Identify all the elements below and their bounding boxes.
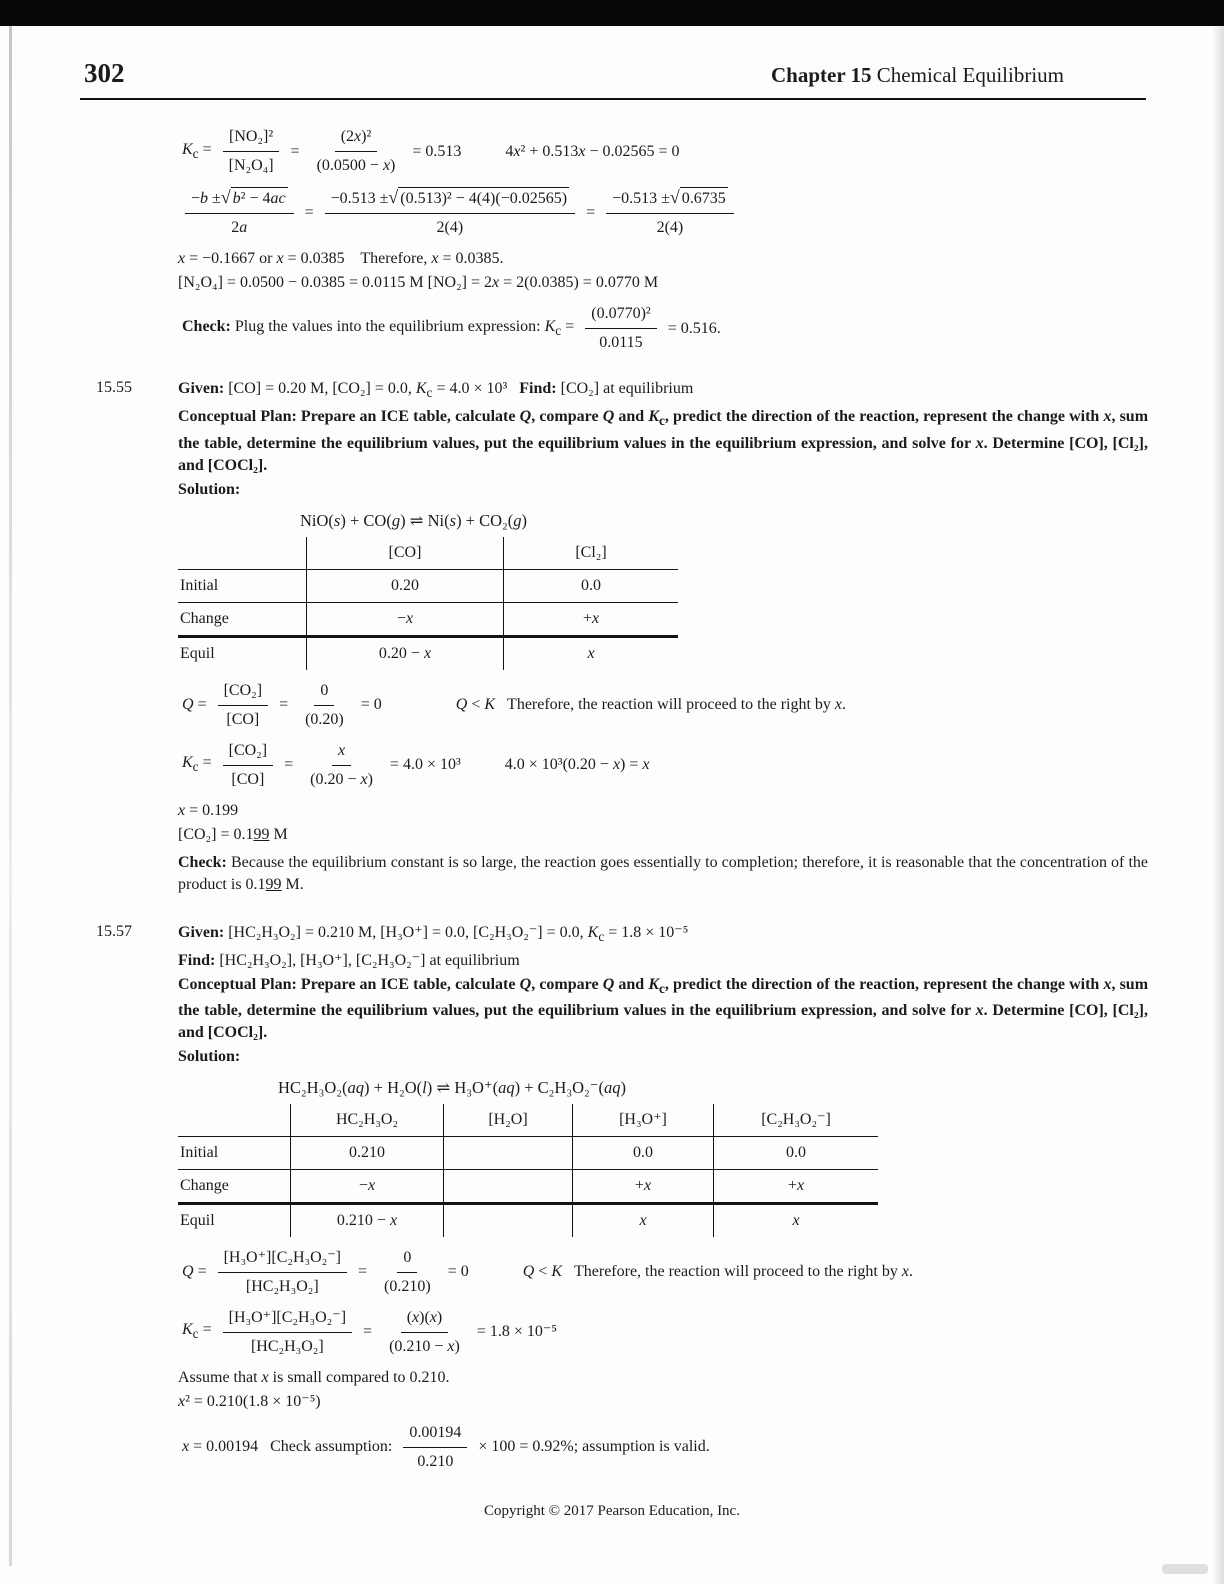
ice-header-cell: [H₂O] bbox=[444, 1104, 573, 1137]
ice-cell: −x bbox=[291, 1169, 444, 1203]
equilibrium-concentrations-line: [N₂O₄] = 0.0500 − 0.0385 = 0.0115 M [NO₂] = 2x = 2(0.0385) = 0.0770 M bbox=[178, 274, 659, 292]
fraction-denominator: 0.0115 bbox=[599, 334, 643, 352]
math-text: $K_c$ = bbox=[182, 753, 212, 775]
math-text: = 0.513 bbox=[412, 142, 462, 160]
equation-check-assumption bbox=[178, 1422, 1148, 1473]
given-line: Given: [HC₂H₃O₂] = 0.210 M, [H₃O⁺] = 0.0, [C₂H₃O₂⁻] = 0.0, $K_c = 1.8 \times 10^{-5}$ bbox=[178, 923, 689, 944]
fraction-numerator: (0.0770)² bbox=[585, 303, 656, 329]
fraction-denominator: 2(4) bbox=[436, 219, 464, 237]
check-text: Check: Plug the values into the equilibrium expression: $K_c$ = bbox=[182, 317, 575, 338]
fraction-numerator: [CO₂] bbox=[223, 740, 273, 766]
ice-row-label: Equil bbox=[180, 1211, 215, 1229]
math-text: −0.513 ± bbox=[612, 190, 670, 208]
assumption-line: Assume that x is small compared to 0.210. bbox=[178, 1368, 450, 1386]
problem-15-57 bbox=[96, 920, 1148, 1482]
math-text: = 0 bbox=[447, 1263, 469, 1281]
radicand: 0.6735 bbox=[680, 187, 728, 210]
fraction-numerator: x bbox=[332, 740, 351, 766]
ice-cell: +x bbox=[714, 1169, 879, 1203]
ice-header-cell: HC₂H₃O₂ bbox=[291, 1104, 444, 1137]
ice-row-change bbox=[178, 602, 678, 636]
solution-label: Solution: bbox=[178, 1047, 241, 1065]
ice-cell bbox=[444, 1203, 573, 1237]
fraction-denominator: [CO] bbox=[231, 770, 265, 788]
problem-number: 15.57 bbox=[96, 922, 132, 940]
ice-cell: +x bbox=[573, 1169, 714, 1203]
radical-sign-icon: √ bbox=[669, 187, 680, 208]
math-text: $K_c$ = bbox=[182, 140, 212, 161]
equals-sign: = bbox=[279, 696, 289, 714]
ice-cell: 0.0 bbox=[714, 1136, 879, 1169]
problem-15-55 bbox=[96, 376, 1148, 897]
math-text: Q = bbox=[182, 696, 207, 714]
ice-row-initial bbox=[178, 1136, 878, 1169]
equals-sign: = bbox=[363, 1323, 373, 1341]
fraction-denominator: (0.210 − x) bbox=[389, 1337, 460, 1355]
fraction bbox=[299, 680, 350, 731]
fraction bbox=[304, 740, 379, 791]
fraction-numerator: ( x )( x ) bbox=[401, 1307, 449, 1333]
reaction-equation: NiO(s) + CO(g) ⇌ Ni(s) + CO₂(g) bbox=[300, 510, 528, 530]
fraction bbox=[218, 680, 268, 731]
equation-kc bbox=[178, 740, 1148, 791]
ice-cell bbox=[444, 1136, 573, 1169]
ice-header-empty bbox=[178, 1104, 291, 1137]
math-text: −0.513 ± bbox=[330, 190, 389, 208]
fraction-numerator bbox=[606, 186, 734, 214]
co2-result-line: [CO₂] = 0.199 M bbox=[178, 825, 288, 843]
equals-sign: = bbox=[586, 203, 596, 221]
fraction bbox=[606, 186, 734, 239]
ice-table bbox=[178, 1104, 878, 1237]
math-text: 4.0 × 10³(0.20 − x) = x bbox=[504, 756, 650, 774]
x-result-line: x = 0.199 bbox=[178, 801, 239, 819]
fraction-numerator: [CO₂] bbox=[218, 680, 268, 706]
ice-header-empty bbox=[178, 537, 307, 570]
fraction bbox=[585, 303, 656, 354]
fraction-denominator: 2a bbox=[231, 219, 248, 237]
check-equation bbox=[178, 303, 1148, 354]
fraction-denominator: 0.210 bbox=[417, 1452, 454, 1470]
fraction-denominator: (0.0500 − x) bbox=[316, 157, 396, 175]
page-header bbox=[84, 58, 1064, 89]
radicand: b² − 4ac bbox=[231, 187, 288, 210]
fraction bbox=[185, 186, 294, 239]
fraction-numerator: 0 bbox=[397, 1247, 417, 1273]
ice-cell: x bbox=[714, 1203, 879, 1237]
fraction-denominator: (0.210) bbox=[384, 1277, 431, 1295]
fraction-denominator: (0.20 − x) bbox=[310, 770, 373, 788]
ice-table bbox=[178, 537, 678, 670]
copyright-footer: Copyright © 2017 Pearson Education, Inc. bbox=[484, 1503, 740, 1519]
solution-roots-line: x = −0.1667 or x = 0.0385 Therefore, x = 0.0385. bbox=[178, 250, 504, 268]
scan-artifact-left-edge bbox=[9, 26, 12, 1566]
math-text: $K_c$ = bbox=[182, 1321, 212, 1342]
radical-sign-icon: √ bbox=[220, 187, 231, 208]
equals-sign: = bbox=[358, 1263, 368, 1281]
ice-cell: 0.210 − x bbox=[291, 1203, 444, 1237]
ice-header-row bbox=[178, 1104, 878, 1137]
ice-header-cell: [Cl₂] bbox=[504, 537, 679, 570]
ice-header-cell: [CO] bbox=[307, 537, 504, 570]
equation-q bbox=[178, 1247, 1148, 1298]
header-rule bbox=[80, 98, 1146, 100]
fraction-denominator: [HC₂H₃O₂] bbox=[250, 1337, 324, 1355]
square-root bbox=[221, 186, 288, 210]
math-text: 4x² + 0.513x − 0.02565 = 0 bbox=[505, 142, 680, 160]
q-comparison-comment: Q < K Therefore, the reaction will proceed to the right by x. bbox=[522, 1263, 913, 1281]
fraction bbox=[383, 1307, 466, 1358]
radicand: (0.513)² − 4(4)(−0.02565) bbox=[398, 187, 569, 210]
fraction-numerator bbox=[185, 186, 294, 214]
fraction bbox=[311, 126, 402, 177]
fraction-numerator bbox=[325, 186, 575, 214]
ice-header-row bbox=[178, 537, 678, 570]
chapter-title: Chemical Equilibrium bbox=[871, 63, 1064, 87]
running-head bbox=[771, 63, 1064, 88]
fraction-numerator: 0.00194 bbox=[403, 1422, 467, 1448]
fraction bbox=[403, 1422, 467, 1473]
fraction bbox=[325, 186, 575, 239]
ice-cell: 0.210 bbox=[291, 1136, 444, 1169]
square-root bbox=[388, 186, 569, 210]
fraction bbox=[223, 1307, 352, 1358]
ice-row-initial bbox=[178, 569, 678, 602]
ice-row-equil bbox=[178, 1203, 878, 1237]
equals-sign: = bbox=[284, 756, 294, 774]
given-find-line: Given: [CO] = 0.20 M, [CO₂] = 0.0, $K_c = 4.0 \times 10^3$ Find: [CO₂] at equilibrium bbox=[178, 380, 694, 401]
fraction-numerator: [NO₂]² bbox=[223, 126, 279, 152]
ice-row-label: Initial bbox=[178, 1136, 291, 1169]
fraction-numerator: [H₃O⁺][C₂H₃O₂⁻] bbox=[223, 1307, 352, 1333]
solution-label: Solution: bbox=[178, 480, 241, 498]
ice-cell: 0.20 bbox=[307, 569, 504, 602]
page-content bbox=[96, 126, 1148, 1482]
equation-kc-quadratic-setup bbox=[178, 126, 1148, 177]
problem-body bbox=[178, 376, 1148, 897]
math-text: Q = bbox=[182, 1263, 207, 1281]
ice-cell: −x bbox=[307, 602, 504, 636]
solution-continuation bbox=[178, 126, 1148, 354]
scan-artifact-top-bar bbox=[0, 0, 1224, 26]
fraction bbox=[378, 1247, 437, 1298]
fraction-numerator: (2 x )² bbox=[335, 126, 378, 152]
x-squared-line: x² = 0.210(1.8 × 10⁻⁵) bbox=[178, 1392, 321, 1410]
ice-cell: 0.20 − x bbox=[307, 636, 504, 670]
scan-artifact-smudge bbox=[1162, 1564, 1208, 1574]
conceptual-plan: Conceptual Plan: Prepare an ICE table, calculate Q, compare Q and $K_c$, predict the direction of the reaction, represent the change with x, sum the table, determine the equilibrium values, put the equilibrium values in the equilibrium expression, and solve for x. Determine [CO], [Cl₂], and [COCl₂]. bbox=[178, 408, 1149, 474]
ice-row-label: Change bbox=[178, 602, 307, 636]
math-text: × 100 = 0.92%; assumption is valid. bbox=[478, 1438, 710, 1456]
equation-kc bbox=[178, 1307, 1148, 1358]
fraction bbox=[223, 740, 273, 791]
ice-cell: 0.0 bbox=[573, 1136, 714, 1169]
page-number: 302 bbox=[84, 58, 125, 88]
math-text: = 0 bbox=[360, 696, 382, 714]
q-comparison-comment: Q < K Therefore, the reaction will proceed to the right by x. bbox=[455, 696, 847, 714]
ice-cell: x bbox=[504, 636, 679, 670]
fraction bbox=[218, 1247, 347, 1298]
fraction-numerator: [H₃O⁺][C₂H₃O₂⁻] bbox=[218, 1247, 347, 1273]
math-text: = 4.0 × 10³ bbox=[389, 756, 461, 774]
ice-cell: x bbox=[573, 1203, 714, 1237]
equation-quadratic-formula bbox=[178, 186, 1148, 239]
problem-body bbox=[178, 920, 1148, 1482]
equals-sign: = bbox=[304, 203, 314, 221]
ice-row-label: Equil bbox=[180, 644, 215, 662]
ice-cell: +x bbox=[504, 602, 679, 636]
math-text: = 1.8 × 10⁻⁵ bbox=[476, 1323, 557, 1341]
math-text: −b ± bbox=[191, 190, 221, 208]
fraction-denominator: [N₂O₄] bbox=[228, 157, 274, 175]
ice-row-label: Change bbox=[178, 1169, 291, 1203]
math-text: = 0.516. bbox=[667, 319, 721, 337]
ice-cell bbox=[444, 1169, 573, 1203]
ice-cell: 0.0 bbox=[504, 569, 679, 602]
fraction bbox=[223, 126, 280, 177]
ice-header-cell: [H₃O⁺] bbox=[573, 1104, 714, 1137]
problem-number: 15.55 bbox=[96, 379, 132, 397]
fraction-numerator: 0 bbox=[314, 680, 334, 706]
fraction-denominator: (0.20) bbox=[305, 710, 344, 728]
ice-row-change bbox=[178, 1169, 878, 1203]
ice-row-equil bbox=[178, 636, 678, 670]
fraction-denominator: [CO] bbox=[226, 710, 260, 728]
chapter-label: Chapter 15 bbox=[771, 63, 872, 87]
fraction-denominator: [HC₂H₃O₂] bbox=[245, 1277, 319, 1295]
find-line: Find: [HC₂H₃O₂], [H₃O⁺], [C₂H₃O₂⁻] at equilibrium bbox=[178, 951, 520, 969]
equation-q bbox=[178, 680, 1148, 731]
equals-sign: = bbox=[290, 142, 300, 160]
square-root bbox=[670, 186, 728, 210]
fraction-denominator: 2(4) bbox=[656, 219, 684, 237]
scan-artifact-right-edge bbox=[1212, 26, 1224, 1584]
check-paragraph: Check: Because the equilibrium constant is so large, the reaction goes essentially to completion; therefore, it is reasonable that the concentration of the product is 0.199 M. bbox=[178, 853, 1148, 893]
conceptual-plan: Conceptual Plan: Prepare an ICE table, calculate Q, compare Q and $K_c$, predict the direction of the reaction, represent the change with x, sum the table, determine the equilibrium values, put the equilibrium values in the equilibrium expression, and solve for x. Determine [CO], [Cl₂], and [COCl₂]. bbox=[178, 975, 1149, 1041]
ice-row-label: Initial bbox=[178, 569, 307, 602]
radical-sign-icon: √ bbox=[388, 187, 399, 208]
reaction-equation: HC₂H₃O₂(aq) + H₂O(l) ⇌ H₃O⁺(aq) + C₂H₃O₂⁻(aq) bbox=[278, 1077, 626, 1097]
ice-header-cell: [C₂H₃O₂⁻] bbox=[714, 1104, 879, 1137]
math-text: x = 0.00194 Check assumption: bbox=[182, 1438, 393, 1456]
